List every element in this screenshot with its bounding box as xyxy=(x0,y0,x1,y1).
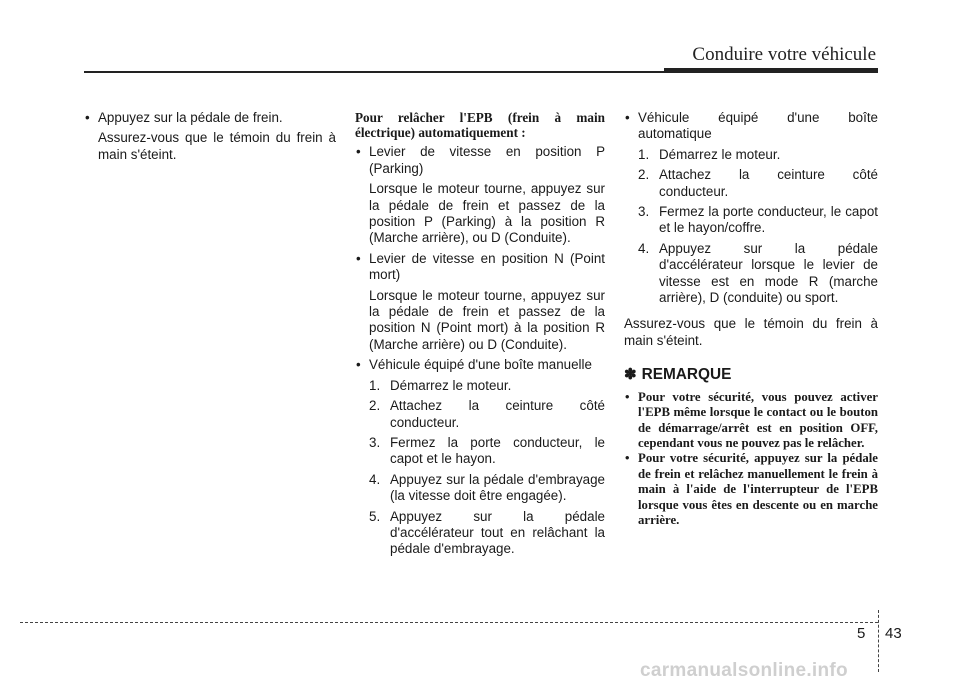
step-item: 4. Appuyez sur la pédale d'accélérateur lorsque le levier de vitesse est en mode R (marche arrière), D (conduite) ou sport. xyxy=(638,240,878,306)
note-title: REMARQUE xyxy=(641,366,732,384)
section-heading: Pour relâcher l'EPB (frein à main électrique) automatiquement : xyxy=(355,110,605,141)
note-item: • Pour votre sécurité, vous pouvez activer l'EPB même lorsque le contact ou le bouton de démarrage/arrêt est en position OFF, cependant vous ne pouvez pas le relâcher. xyxy=(624,390,878,452)
step-item: 4. Appuyez sur la pédale d'embrayage (la vitesse doit être engagée). xyxy=(369,471,605,504)
section-title: Conduire votre véhicule xyxy=(692,44,876,65)
step-item: 1. Démarrez le moteur. xyxy=(369,377,512,393)
page-number: 43 xyxy=(885,625,902,642)
step-item: 2. Attachez la ceinture côté conducteur. xyxy=(369,398,605,430)
footer-rule xyxy=(20,622,878,623)
list-item-detail: Lorsque le moteur tourne, appuyez sur la pédale de frein et passez de la position N (Point mort) à la position R (Marche arrière) ou D (Conduite). xyxy=(369,287,605,352)
step-item: 2. Attachez la ceinture côté conducteur. xyxy=(638,167,878,199)
chapter-number: 5 xyxy=(857,625,866,642)
step-item: 3. Fermez la porte conducteur, le capot et le hayon/coffre. xyxy=(638,204,878,236)
list-item: • Levier de vitesse en position N (Point mort) xyxy=(355,251,605,284)
step-item: 5. Appuyez sur la pédale d'accélérateur tout en relâchant la pédale d'embrayage. xyxy=(369,508,605,557)
watermark: carmanualsonline.info xyxy=(640,660,848,681)
column-middle xyxy=(355,110,605,562)
asterisk-icon: ✽ xyxy=(624,366,637,384)
list-item: • Appuyez sur la pédale de frein. xyxy=(84,110,336,126)
header-rule xyxy=(84,71,664,73)
list-item: • Levier de vitesse en position P (Parking) xyxy=(355,144,605,177)
paragraph: Assurez-vous que le témoin du frein à main s'éteint. xyxy=(624,316,878,348)
list-item-detail: Lorsque le moteur tourne, appuyez sur la pédale de frein et passez de la position P (Parking) à la position R (Marche arrière), ou D (Conduite). xyxy=(369,181,605,246)
header-rule-accent xyxy=(664,68,878,73)
column-left xyxy=(84,110,336,167)
step-item: 3. Fermez la porte conducteur, le capot et le hayon. xyxy=(369,434,605,467)
note-heading xyxy=(624,367,878,383)
column-right xyxy=(624,110,878,528)
list-item: • Véhicule équipé d'une boîte manuelle xyxy=(355,357,605,373)
step-item: 1. Démarrez le moteur. xyxy=(638,146,781,162)
page-number-separator xyxy=(878,610,879,672)
list-item: • Véhicule équipé d'une boîte automatique xyxy=(624,110,878,143)
list-item-detail: Assurez-vous que le témoin du frein à main s'éteint. xyxy=(98,130,336,162)
note-item: • Pour votre sécurité, appuyez sur la pédale de frein et relâchez manuellement le frein à main à l'aide de l'interrupteur de l'EPB lorsque vous êtes en descente ou en marche arrière. xyxy=(624,451,878,528)
